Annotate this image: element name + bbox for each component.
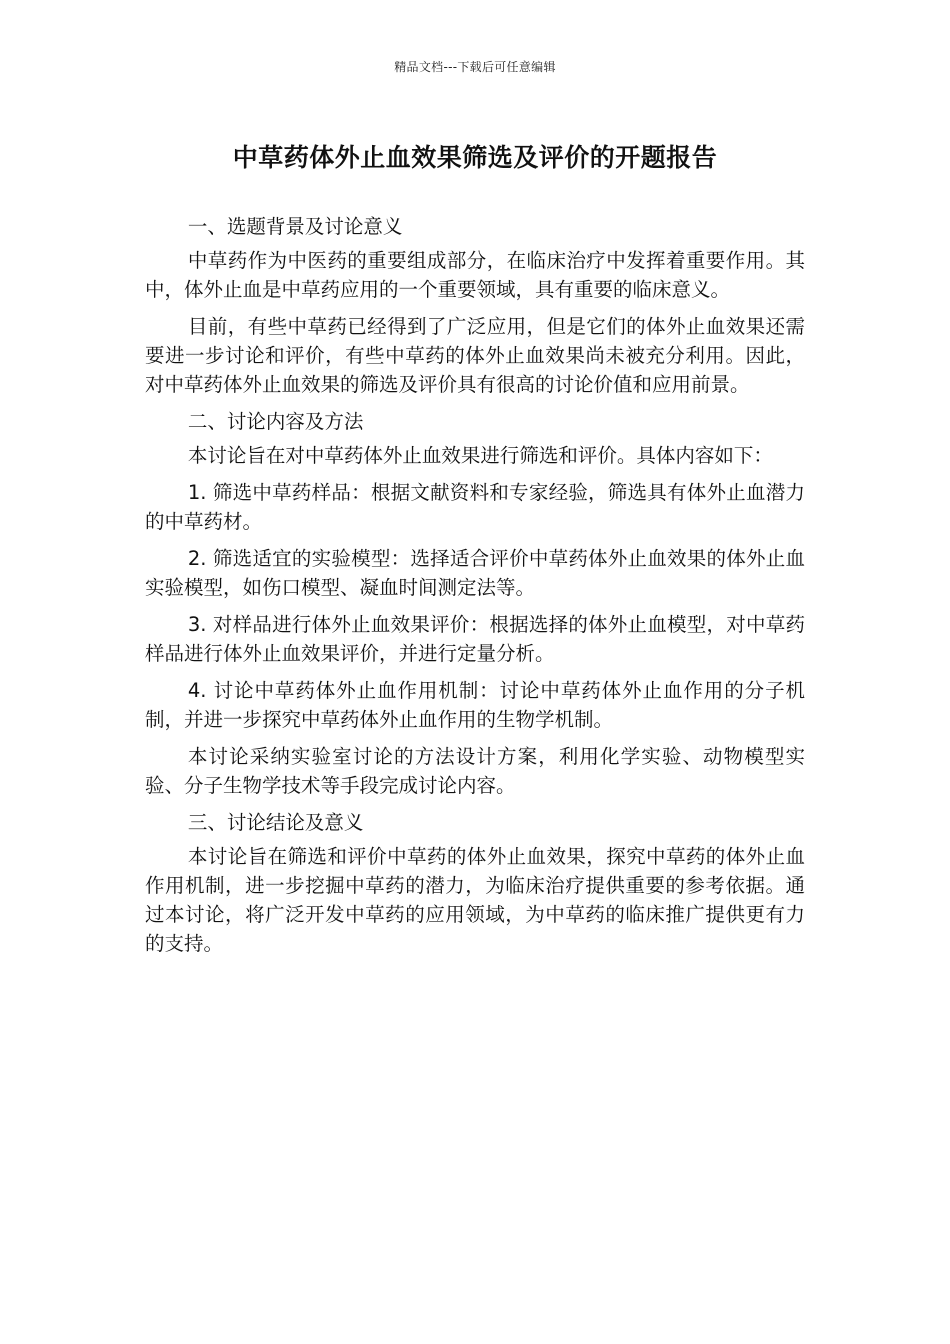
paragraph: 中草药作为中医药的重要组成部分，在临床治疗中发挥着重要作用。其中，体外止血是中草药应用的一个重要领域，具有重要的临床意义。 — [145, 249, 805, 301]
paragraph: 本讨论旨在对中草药体外止血效果进行筛选和评价。具体内容如下： — [187, 444, 773, 467]
section-heading-background: 一、选题背景及讨论意义 — [187, 215, 403, 238]
list-item: 1. 筛选中草药样品：根据文献资料和专家经验，筛选具有体外止血潜力的中草药材。 — [145, 481, 805, 533]
section-heading-content: 二、讨论内容及方法 — [187, 410, 364, 433]
paragraph: 本讨论旨在筛选和评价中草药的体外止血效果，探究中草药的体外止血作用机制，进一步挖掘中草药的潜力，为临床治疗提供重要的参考依据。通过本讨论，将广泛开发中草药的应用领域，为中草药的临床推广提供更有力的支持。 — [145, 845, 805, 955]
header-note: 精品文档---下载后可任意编辑 — [394, 60, 556, 74]
section-heading-conclusion: 三、讨论结论及意义 — [187, 811, 364, 834]
list-item: 3. 对样品进行体外止血效果评价：根据选择的体外止血模型，对中草药样品进行体外止血效果评价，并进行定量分析。 — [145, 613, 805, 665]
list-item: 2. 筛选适宜的实验模型：选择适合评价中草药体外止血效果的体外止血实验模型，如伤口模型、凝血时间测定法等。 — [145, 547, 805, 599]
list-item: 4. 讨论中草药体外止血作用机制：讨论中草药体外止血作用的分子机制，并进一步探究中草药体外止血作用的生物学机制。 — [145, 679, 805, 731]
document-body — [145, 212, 805, 966]
paragraph: 本讨论采纳实验室讨论的方法设计方案，利用化学实验、动物模型实验、分子生物学技术等手段完成讨论内容。 — [145, 745, 805, 797]
paragraph: 目前，有些中草药已经得到了广泛应用，但是它们的体外止血效果还需要进一步讨论和评价，有些中草药的体外止血效果尚未被充分利用。因此，对中草药体外止血效果的筛选及评价具有很高的讨论价值和应用前景。 — [145, 315, 805, 396]
document-title: 中草药体外止血效果筛选及评价的开题报告 — [232, 143, 718, 172]
